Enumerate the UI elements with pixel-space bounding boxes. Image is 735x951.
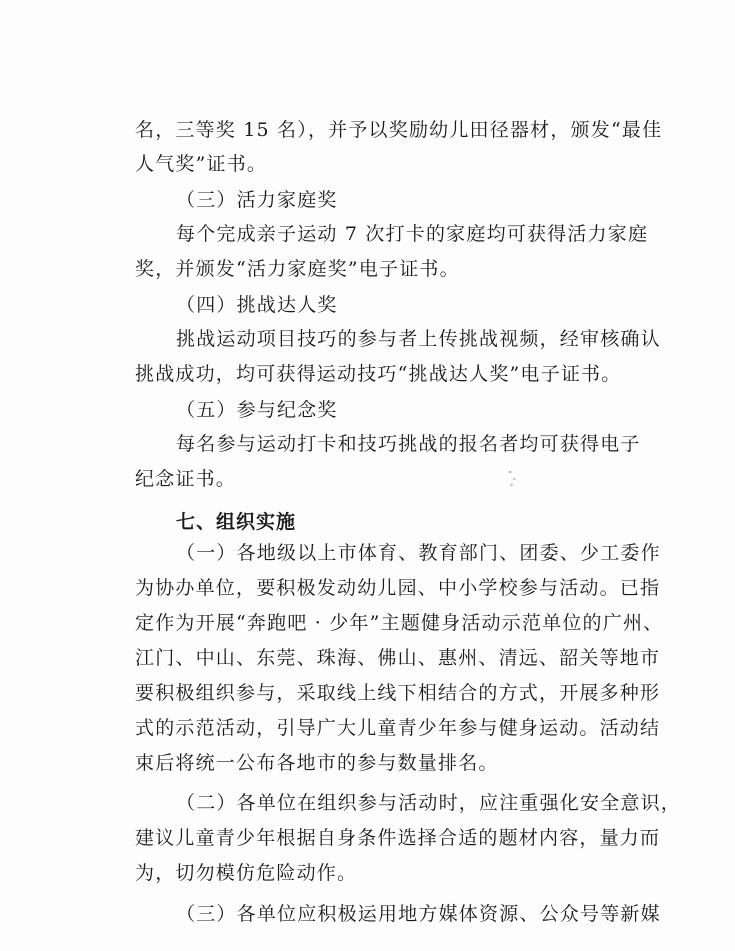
text-line: （一）各地级以上市体育、教育部门、团委、少工委作: [176, 542, 661, 564]
text-line: 人气奖”证书。: [135, 153, 268, 175]
text-line: （四）挑战达人奖: [176, 294, 338, 316]
scan-speck: [506, 468, 520, 488]
text-line: 为协办单位，要积极发动幼儿园、中小学校参与活动。已指: [135, 577, 661, 599]
text-line: 纪念证书。: [135, 468, 237, 490]
text-line: 要积极组织参与，采取线上线下相结合的方式，开展多种形: [135, 682, 661, 704]
text-line: 每名参与运动打卡和技巧挑战的报名者均可获得电子: [176, 433, 641, 455]
text-line: 建议儿童青少年根据自身条件选择合适的题材内容，量力而: [135, 827, 661, 849]
text-line: （五）参与纪念奖: [176, 399, 338, 421]
text-line: 名，三等奖 15 名），并予以奖励幼儿田径器材，颁发“最佳: [135, 119, 663, 141]
text-line: （三）各单位应积极运用地方媒体资源、公众号等新媒: [176, 903, 661, 925]
text-line: 挑战运动项目技巧的参与者上传挑战视频，经审核确认: [176, 328, 661, 350]
text-line: 奖，并颁发“活力家庭奖”电子证书。: [135, 258, 460, 280]
text-line: 束后将统一公布各地市的参与数量排名。: [135, 752, 499, 774]
text-line: （三）活力家庭奖: [176, 189, 338, 211]
text-line: （二）各单位在组织参与活动时，应注重强化安全意识，: [176, 792, 682, 814]
text-line: 江门、中山、东莞、珠海、佛山、惠州、清远、韶关等地市: [135, 647, 661, 669]
text-line: 每个完成亲子运动 7 次打卡的家庭均可获得活力家庭: [176, 223, 649, 245]
text-line: 为，切勿模仿危险动作。: [135, 862, 358, 884]
text-line: 挑战成功，均可获得运动技巧“挑战达人奖”电子证书。: [135, 363, 622, 385]
text-line: 式的示范活动，引导广大儿童青少年参与健身运动。活动结: [135, 717, 661, 739]
section-heading: 七、组织实施: [176, 511, 297, 533]
text-line: 定作为开展“奔跑吧 · 少年”主题健身活动示范单位的广州、: [135, 612, 664, 634]
